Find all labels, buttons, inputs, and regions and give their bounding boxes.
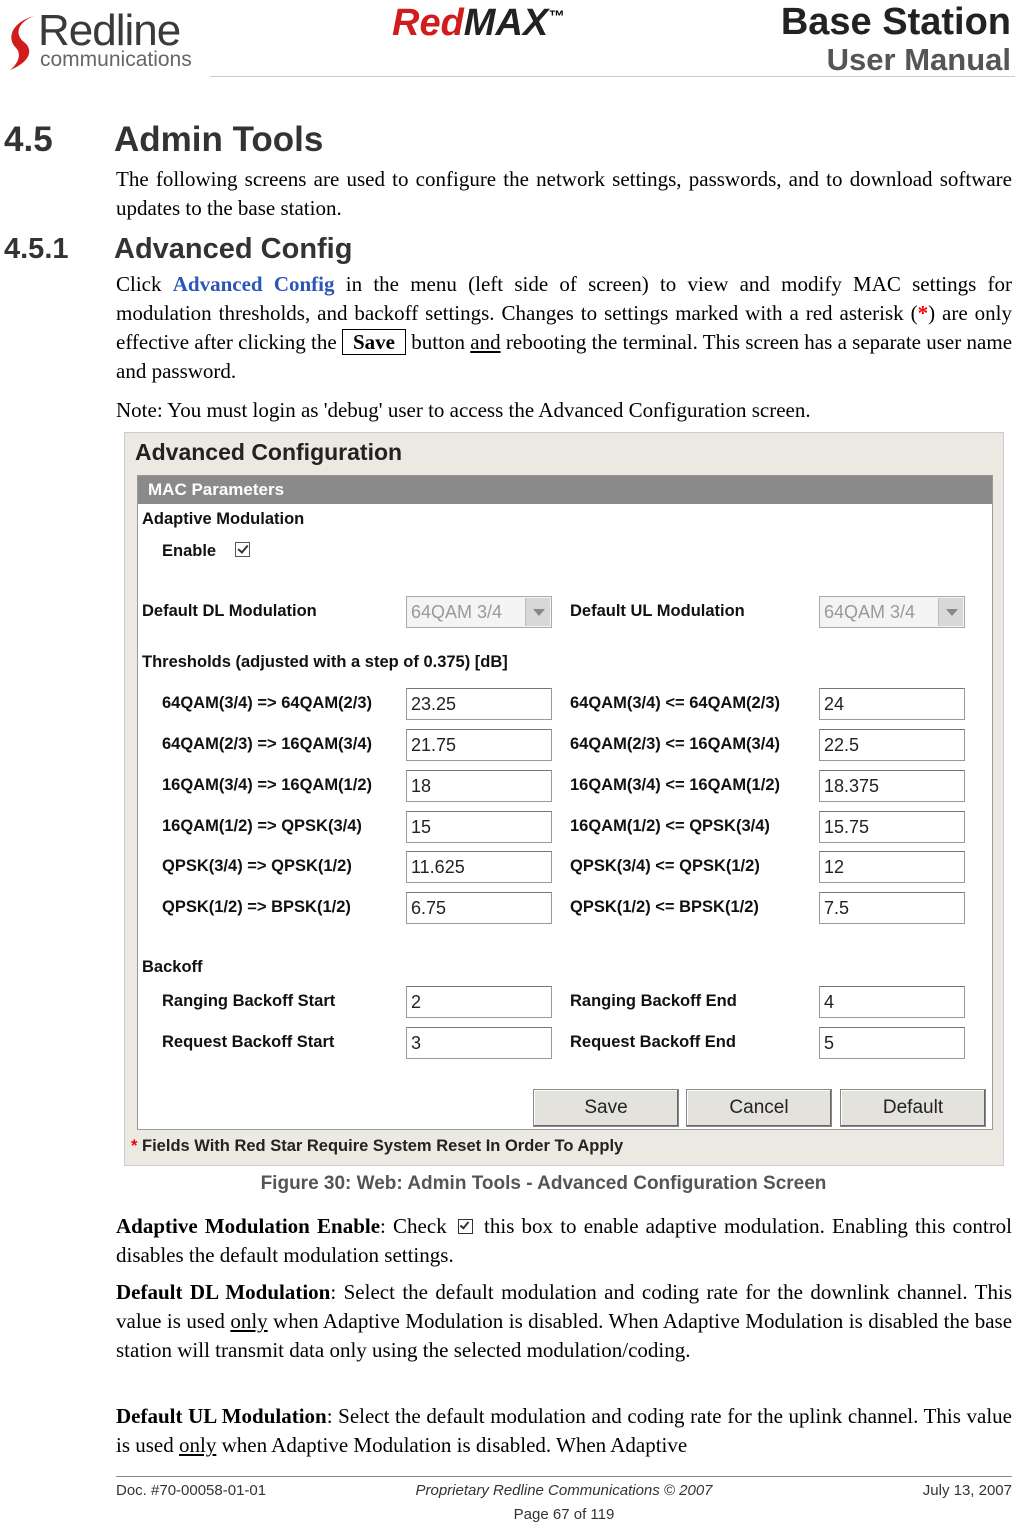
red-asterisk: * <box>917 301 929 325</box>
chevron-down-icon <box>525 598 550 626</box>
footer-line <box>116 1482 1012 1499</box>
threshold-right-label: QPSK(1/2) <= BPSK(1/2) <box>570 898 759 916</box>
threshold-left-label: QPSK(1/2) => BPSK(1/2) <box>162 898 351 916</box>
footer-page: Page 67 of 119 <box>513 1506 615 1523</box>
threshold-right-input[interactable]: 22.5 <box>819 729 965 761</box>
product-name <box>392 2 564 45</box>
default-dl-select[interactable] <box>406 596 552 628</box>
section-heading <box>4 120 323 160</box>
product-red: Red <box>392 2 464 44</box>
threshold-right-label: 16QAM(3/4) <= 16QAM(1/2) <box>570 776 780 794</box>
dl-text-a: : Select the default modulation and coding rate for the downlink channel. This value is used <box>116 1280 1013 1333</box>
ul-term: Default UL Modulation <box>116 1404 327 1428</box>
threshold-right-label: QPSK(3/4) <= QPSK(1/2) <box>570 857 760 875</box>
subsection-heading <box>4 233 352 266</box>
section-title: Admin Tools <box>114 120 324 159</box>
reset-footnote <box>131 1137 623 1156</box>
backoff-left-input[interactable]: 2 <box>406 986 552 1018</box>
threshold-left-input[interactable]: 11.625 <box>406 851 552 883</box>
screen-title: Advanced Configuration <box>135 439 403 465</box>
threshold-right-input[interactable]: 18.375 <box>819 770 965 802</box>
threshold-right-input[interactable]: 12 <box>819 851 965 883</box>
threshold-right-label: 64QAM(2/3) <= 16QAM(3/4) <box>570 735 780 753</box>
threshold-right-input[interactable]: 15.75 <box>819 811 965 843</box>
default-ul-select[interactable] <box>819 596 965 628</box>
threshold-right-input[interactable]: 24 <box>819 688 965 720</box>
checkbox-icon <box>458 1219 473 1234</box>
enable-label: Enable <box>162 542 217 560</box>
threshold-left-label: 64QAM(3/4) => 64QAM(2/3) <box>162 694 372 712</box>
threshold-left-label: 16QAM(1/2) => QPSK(3/4) <box>162 817 362 835</box>
threshold-left-input[interactable]: 18 <box>406 770 552 802</box>
footnote-text: Fields With Red Star Require System Reset In Order To Apply <box>142 1137 624 1155</box>
threshold-right-label: 64QAM(3/4) <= 64QAM(2/3) <box>570 694 780 712</box>
figure-caption: Figure 30: Web: Admin Tools - Advanced Configuration Screen <box>260 1173 827 1194</box>
backoff-right-label: Request Backoff End <box>570 1033 736 1051</box>
logo-brand: Redline <box>38 6 181 55</box>
logo-sub: communications <box>40 48 192 71</box>
subsection-number: 4.5.1 <box>4 233 69 265</box>
footer-proprietary: Proprietary Redline Communications © 2007 <box>415 1482 713 1499</box>
ame-text-a: : Check <box>380 1214 447 1238</box>
redline-logo <box>4 4 204 76</box>
backoff-left-label: Request Backoff Start <box>162 1033 335 1051</box>
advanced-config-link: Advanced Config <box>172 272 335 296</box>
enable-checkbox[interactable] <box>235 542 250 557</box>
footer-doc: Doc. #70-00058-01-01 <box>116 1482 267 1499</box>
title-line1: Base Station <box>780 1 1011 43</box>
p1-and: and <box>470 330 501 354</box>
dl-text-b: when Adaptive Modulation is disabled. When Adaptive Modulation is disabled the base station will transmit data only using the selected modulation/coding. <box>116 1309 1013 1362</box>
title-line2: User Manual <box>826 42 1011 77</box>
product-tm: ™ <box>548 8 565 26</box>
threshold-right-label: 16QAM(1/2) <= QPSK(3/4) <box>570 817 770 835</box>
save-label-box: Save <box>342 329 406 355</box>
default-dl-label: Default DL Modulation <box>142 602 317 620</box>
threshold-right-input[interactable]: 7.5 <box>819 892 965 924</box>
p1-text-b: in the menu (left side of screen) to view and modify MAC settings for modulation thresholds, and backoff settings. Changes to settings marked with a red asterisk ( <box>116 272 1013 325</box>
p1-text-e: rebooting the terminal. This screen has a separate user name and password. <box>116 330 1013 383</box>
redline-swoosh-icon <box>4 12 38 72</box>
dl-term: Default DL Modulation <box>116 1280 331 1304</box>
ul-text-b: when Adaptive Modulation is disabled. When Adaptive <box>221 1433 688 1457</box>
threshold-left-input[interactable]: 23.25 <box>406 688 552 720</box>
ame-paragraph <box>116 1212 1012 1270</box>
backoff-right-input[interactable]: 5 <box>819 1027 965 1059</box>
thresholds-heading: Thresholds (adjusted with a step of 0.375) [dB] <box>142 653 508 671</box>
subsection-title: Advanced Config <box>114 233 353 265</box>
backoff-right-input[interactable]: 4 <box>819 986 965 1018</box>
chevron-down-icon <box>938 598 963 626</box>
default-ul-value: 64QAM 3/4 <box>824 602 916 622</box>
p1-text-a: Click <box>116 272 162 296</box>
header-divider <box>210 76 1015 77</box>
threshold-left-input[interactable]: 21.75 <box>406 729 552 761</box>
subsection-paragraph <box>116 270 1012 386</box>
advanced-config-screenshot <box>124 432 1004 1166</box>
dl-paragraph <box>116 1278 1012 1365</box>
threshold-left-input[interactable]: 6.75 <box>406 892 552 924</box>
mac-parameters-panel <box>137 475 993 1130</box>
p1-text-c: ) are only effective after clicking the <box>116 301 1012 354</box>
ame-text-b: this box to enable adaptive modulation. Enabling this control disables the default modulation settings. <box>116 1214 1013 1267</box>
backoff-heading: Backoff <box>142 958 203 976</box>
footer-date: July 13, 2007 <box>922 1482 1012 1499</box>
dl-only: only <box>230 1309 268 1333</box>
panel-header: MAC Parameters <box>138 476 992 504</box>
manual-title <box>781 2 1011 78</box>
ame-term: Adaptive Modulation Enable <box>116 1214 381 1238</box>
page-header <box>0 0 1017 90</box>
section-intro: The following screens are used to configure the network settings, passwords, and to download software updates to the base station. <box>116 167 1012 220</box>
footer-rule <box>116 1476 1012 1477</box>
ul-only: only <box>179 1433 217 1457</box>
backoff-right-label: Ranging Backoff End <box>570 992 737 1010</box>
default-button[interactable]: Default <box>840 1089 986 1127</box>
default-dl-value: 64QAM 3/4 <box>411 602 503 622</box>
default-ul-label: Default UL Modulation <box>570 602 745 620</box>
threshold-left-label: 64QAM(2/3) => 16QAM(3/4) <box>162 735 372 753</box>
threshold-left-label: QPSK(3/4) => QPSK(1/2) <box>162 857 352 875</box>
threshold-left-label: 16QAM(3/4) => 16QAM(1/2) <box>162 776 372 794</box>
product-max: MAX <box>463 2 549 44</box>
debug-note: Note: You must login as 'debug' user to access the Advanced Configuration screen. <box>116 398 811 422</box>
backoff-left-input[interactable]: 3 <box>406 1027 552 1059</box>
ul-paragraph <box>116 1402 1012 1460</box>
backoff-left-label: Ranging Backoff Start <box>162 992 336 1010</box>
threshold-left-input[interactable]: 15 <box>406 811 552 843</box>
cancel-button[interactable]: Cancel <box>686 1089 832 1127</box>
ul-text-a: : Select the default modulation and coding rate for the uplink channel. This value is used <box>116 1404 1012 1457</box>
section-number: 4.5 <box>4 120 53 159</box>
adaptive-modulation-heading: Adaptive Modulation <box>142 510 305 528</box>
footnote-star: * <box>131 1137 138 1155</box>
save-button[interactable]: Save <box>533 1089 679 1127</box>
p1-text-d: button <box>411 330 465 354</box>
